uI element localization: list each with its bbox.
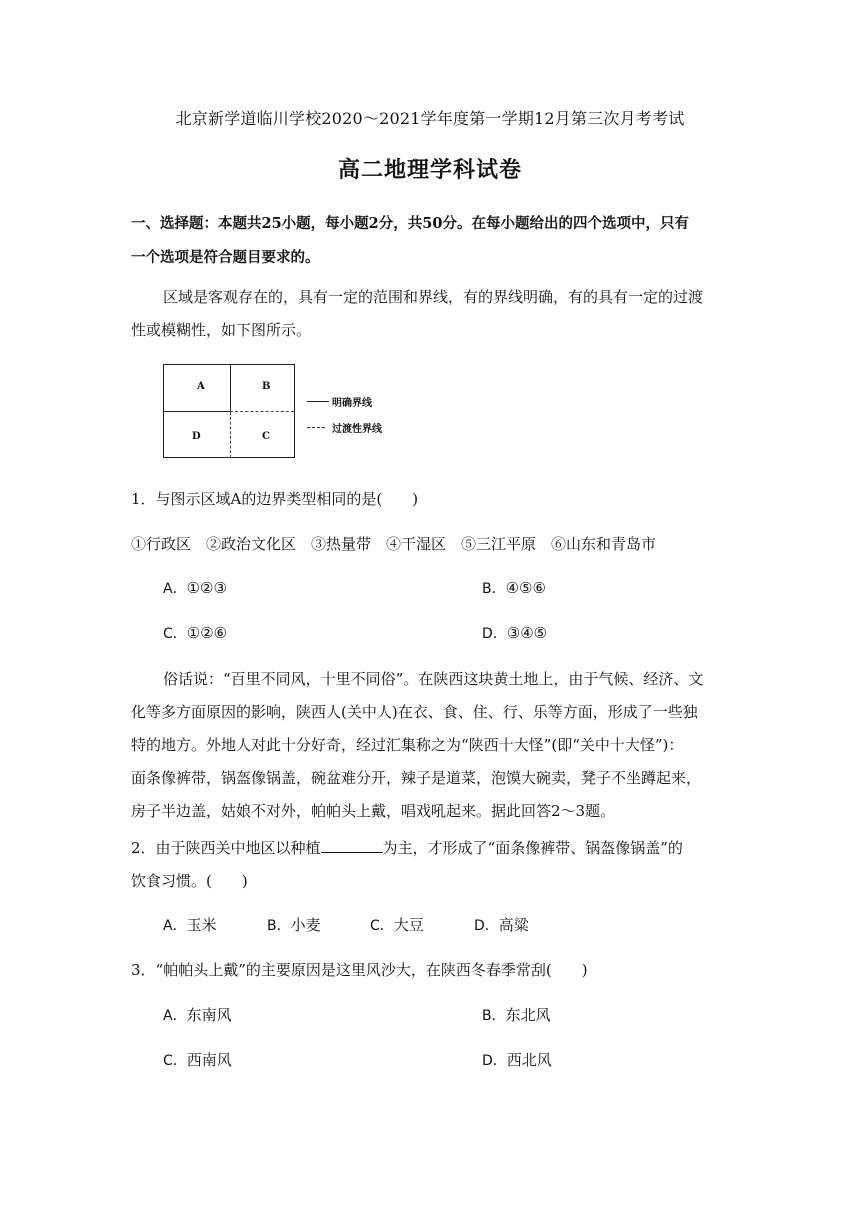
option-text: 小麦	[290, 916, 321, 934]
transitional-boundary-vertical	[230, 412, 231, 458]
option-text: 西北风	[506, 1051, 552, 1069]
option-letter: C．	[370, 918, 394, 934]
option-text: 高粱	[498, 916, 529, 934]
q1-option-a[interactable]	[163, 578, 227, 598]
q2-stem-part-a: 2．由于陕西关中地区以种植	[131, 839, 321, 857]
option-letter: C．	[163, 1053, 187, 1069]
q2-stem-part-b: 为主，才形成了“面条像裤带、锅盔像锅盖”的	[382, 839, 683, 857]
option-text: 玉米	[186, 916, 217, 934]
q3-option-b[interactable]	[482, 1004, 551, 1025]
intro2-line3: 特的地方。外地人对此十分好奇，经过汇集称之为“陕西十大怪”(即“关中十大怪”)：	[131, 736, 684, 754]
intro2-line5: 房子半边盖，姑娘不对外，帕帕头上戴，唱戏吼起来。据此回答2～3题。	[131, 802, 616, 820]
intro2-line4: 面条像裤带，锅盔像锅盖，碗盆难分开，辣子是道菜，泡馍大碗卖，凳子不坐蹲起来，	[131, 769, 702, 787]
option-letter: A．	[163, 1008, 187, 1024]
transitional-boundary-horizontal	[230, 411, 294, 412]
q2-option-c[interactable]	[370, 914, 424, 935]
option-letter: D．	[482, 626, 507, 642]
exam-title: 高二地理学科试卷	[337, 157, 522, 183]
option-text: 东南风	[186, 1006, 232, 1024]
option-text: ①②⑥	[186, 624, 228, 642]
exam-header: 北京新学道临川学校2020～2021学年度第一学期12月第三次月考考试	[175, 109, 685, 128]
option-text: 西南风	[186, 1051, 232, 1069]
option-letter: A．	[163, 581, 187, 597]
option-letter: C．	[163, 626, 187, 642]
q2-stem-line2: 饮食习惯。( )	[131, 872, 248, 890]
region-boundary-diagram	[163, 364, 295, 458]
cell-label-b: B	[262, 381, 271, 392]
q3-stem: 3．“帕帕头上戴”的主要原因是这里风沙大，在陕西冬春季常刮( )	[131, 961, 588, 979]
q2-option-a[interactable]	[163, 914, 217, 935]
q2-option-d[interactable]	[474, 914, 529, 935]
q1-option-c[interactable]	[163, 623, 227, 643]
intro2-line2: 化等多方面原因的影响，陕西人(关中人)在衣、食、住、行、乐等方面，形成了一些独	[131, 703, 698, 721]
option-text: 东北风	[505, 1006, 551, 1024]
option-letter: D．	[474, 918, 499, 934]
q2-answer-blank[interactable]	[321, 838, 383, 853]
legend-transitional-boundary: 过渡性界线	[332, 424, 382, 435]
q1-stem: 1．与图示区域A的边界类型相同的是( )	[131, 490, 419, 508]
q2-option-b[interactable]	[267, 914, 321, 935]
option-letter: A．	[163, 918, 187, 934]
option-text: ①②③	[186, 579, 227, 597]
q1-items: ①行政区 ②政治文化区 ③热量带 ④干湿区 ⑤三江平原 ⑥山东和青岛市	[131, 535, 657, 553]
intro2-line1: 俗话说：“百里不同风，十里不同俗”。在陕西这块黄土地上，由于气候、经济、文	[163, 670, 704, 688]
option-letter: B．	[267, 918, 291, 934]
cell-label-a: A	[197, 381, 205, 392]
intro1-line2: 性或模糊性，如下图所示。	[131, 321, 312, 339]
section-instruction-line2: 一个选项是符合题目要求的。	[131, 249, 320, 266]
intro1-line1: 区域是客观存在的，具有一定的范围和界线，有的界线明确，有的具有一定的过渡	[163, 288, 704, 306]
option-text: 大豆	[393, 916, 424, 934]
q3-option-a[interactable]	[163, 1004, 232, 1025]
clear-boundary-horizontal	[164, 411, 230, 412]
option-letter: B．	[482, 581, 506, 597]
option-text: ④⑤⑥	[505, 579, 546, 597]
q3-option-d[interactable]	[482, 1049, 552, 1070]
option-text: ③④⑤	[506, 624, 548, 642]
section-instruction-line1: 一、选择题：本题共25小题，每小题2分，共50分。在每小题给出的四个选项中，只有	[131, 215, 689, 232]
option-letter: D．	[482, 1053, 507, 1069]
clear-boundary-vertical	[230, 365, 231, 412]
cell-label-d: D	[192, 431, 201, 442]
q1-option-b[interactable]	[482, 578, 546, 598]
option-letter: B．	[482, 1008, 506, 1024]
q1-option-d[interactable]	[482, 623, 547, 643]
cell-label-c: C	[262, 431, 270, 442]
q3-option-c[interactable]	[163, 1049, 232, 1070]
legend-dashed-line	[307, 427, 325, 428]
legend-clear-boundary: 明确界线	[332, 398, 372, 409]
legend-solid-line	[307, 401, 329, 402]
q2-stem-line1	[131, 837, 683, 858]
